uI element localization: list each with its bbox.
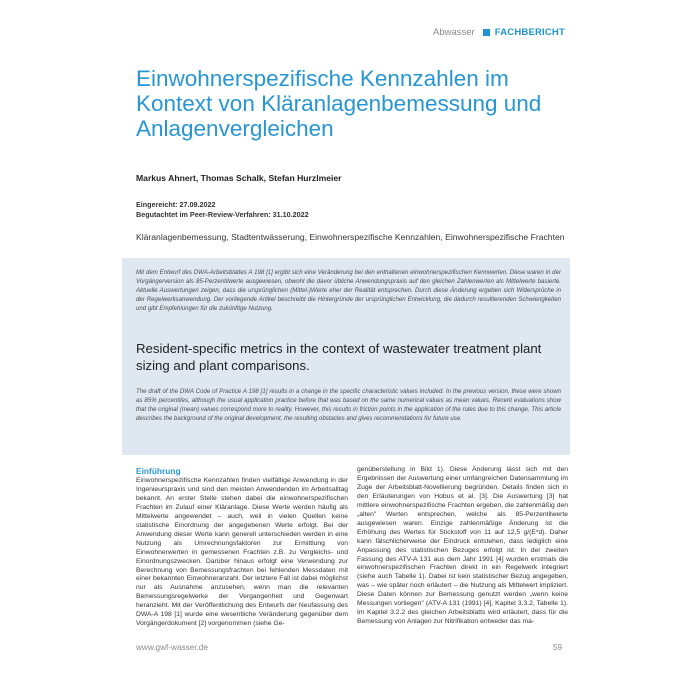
abstract-english: The draft of the DWA Code of Practice A 198 [1] results in a change in the specific characteristic values included. In the previous version, these were shown as 85% percentiles, although the usual application practice before that was based on the same numerical values as mean values. Recent evaluations show that the original (mean) values correspond more to reality. However, this results in friction points in the application of the rules due to this change. This article describes the background of the original development, the resulting obstacles and gives recommendations for future use. — [136, 388, 561, 422]
article-authors: Markus Ahnert, Thomas Schalk, Stefan Hurzlmeier — [136, 173, 342, 183]
reviewed-date: Begutachtet im Peer-Review-Verfahren: 31.10.2022 — [136, 210, 309, 219]
submitted-date: Eingereicht: 27.09.2022 — [136, 200, 216, 209]
header-bar — [433, 27, 592, 38]
body-column-right — [357, 466, 568, 627]
body-column-left — [136, 466, 348, 629]
article-title: Einwohnerspezifische Kennzahlen im Kontext von Kläranlagenbemessung und Anlagenvergleichen — [136, 66, 542, 141]
english-title: Resident-specific metrics in the context of wastewater treatment plant sizing and plant comparisons. — [136, 341, 542, 373]
category-label: Abwasser — [433, 27, 475, 38]
page-number: 59 — [553, 643, 563, 652]
section-heading: Einführung — [136, 466, 181, 476]
abstract-german: Mit dem Entwurf des DWA-Arbeitsblattes A 198 [1] ergibt sich eine Veränderung bei den enthaltenen einwohnerspezifischen Kennwerten. Diese waren in der Vorgängerversion als 85-Perzentilwerte ausgewiesen, obwohl die davor übliche Anwendungspraxis auf den gleichen Zahlenwerten als Mittelwerte basierte. Aktuelle Auswertungen zeigen, dass die ursprünglichen (Mittel-)Werte eher der Realität entsprechen. Durch diese Änderung ergeben sich Widersprüche in der Regelwerksanwendung. Der vorliegende Artikel beschreibt die Hintergründe der ursprünglichen Entwicklung, die dadurch resultierenden Schwierigkeiten und gibt Empfehlungen für die zukünftige Nutzung. — [136, 269, 561, 312]
article-keywords: Kläranlagenbemessung, Stadtentwässerung, Einwohnerspezifische Kennzahlen, Einwohnerspezifische Frachten — [136, 232, 565, 242]
body-text-right: genüberstellung in Bild 1). Diese Änderung lässt sich mit den Ergebnissen der Auswertung einer umfangreichen Datensammlung im Zuge der Arbeitsblatt-Novellierung begründen. Details finden sich in den Erläuterungen von Hobus et al. [3]. Die Auswertung [3] hat mittlere einwohnerspezifische Frachten ergeben, die zahlenmäßig den „alten" Werten entsprechen, welche als 85-Perzentilwerte ausgewiesen waren. Einzige zahlenmäßige Änderung ist die Erhöhung des Wertes für Stickstoff von 11 auf 12,5 g/(E*d). Daher kann fälschlicherweise der Eindruck entstehen, dass lediglich eine Anpassung des statistischen Bezuges erfolgt ist. In der zweiten Fassung des ATV-A 131 aus dem Jahr 1991 [4] wurden erstmals die einwohnerspezifischen Frachten direkt in ein Regelwerk integriert (siehe auch Tabelle 1). Dabei ist kein statistischer Bezug angegeben, was – wie später noch erläutert – die Nutzung als Mittelwert impliziert. Diese Daten können zur Bemessung genutzt werden „wenn keine Messungen vorliegen" (ATV-A 131 (1991) [4], Kapitel 3.3.2, Tabelle 1). Im Kapitel 3.2.2 des gleichen Arbeitsblatts wird erläutert, dass für die Bemessung von Anlagen zur Nitrifikation entweder das ma- — [357, 466, 568, 626]
body-text-left: Einwohnerspezifische Kennzahlen finden vielfältige Anwendung in der Ingenieurspraxis und sind den meisten Anwendenden im Arbeitsalltag bekannt. An erster Stelle stehen dabei die einwohnerspezifischen Frachten im Zulauf einer Kläranlage. Diese Werte werden häufig als Mittelwerte angewendet – auch, weil in vielen Quellen keine statistische Einordnung der angegebenen Werte erfolgt. Bei der Anwendung dieser Werte kann generell unterschieden werden in eine Nutzung als Umrechnungsfaktoren zur Ermittlung von Einwohnerwerten in gemessenen Frachten z.B. zu Vergleichs- und Einordnungszwecken. Darüber hinaus erfolgt eine Verwendung zur Berechnung von Bemessungsfrachten bei fehlenden Messdaten mit einer bekannten Einwohneranzahl. Der letztere Fall ist dabei möglichst nur als Ausnahme anzusehen, wenn man die relevanten Bemessungsregelwerke der Vergangenheit und Gegenwart heranzieht. Mit der Veröffentlichung des Entwurfs der Neufassung des DWA-A 198 [1] wurde eine wesentliche Veränderung gegenüber dem Vorgängerdokument [2] vorgenommen (siehe Ge- — [136, 477, 348, 628]
footer-url: www.gwf-wasser.de — [136, 643, 208, 652]
article-dates — [136, 200, 309, 220]
section-badge: FACHBERICHT — [494, 27, 566, 38]
square-marker-icon — [483, 29, 490, 36]
